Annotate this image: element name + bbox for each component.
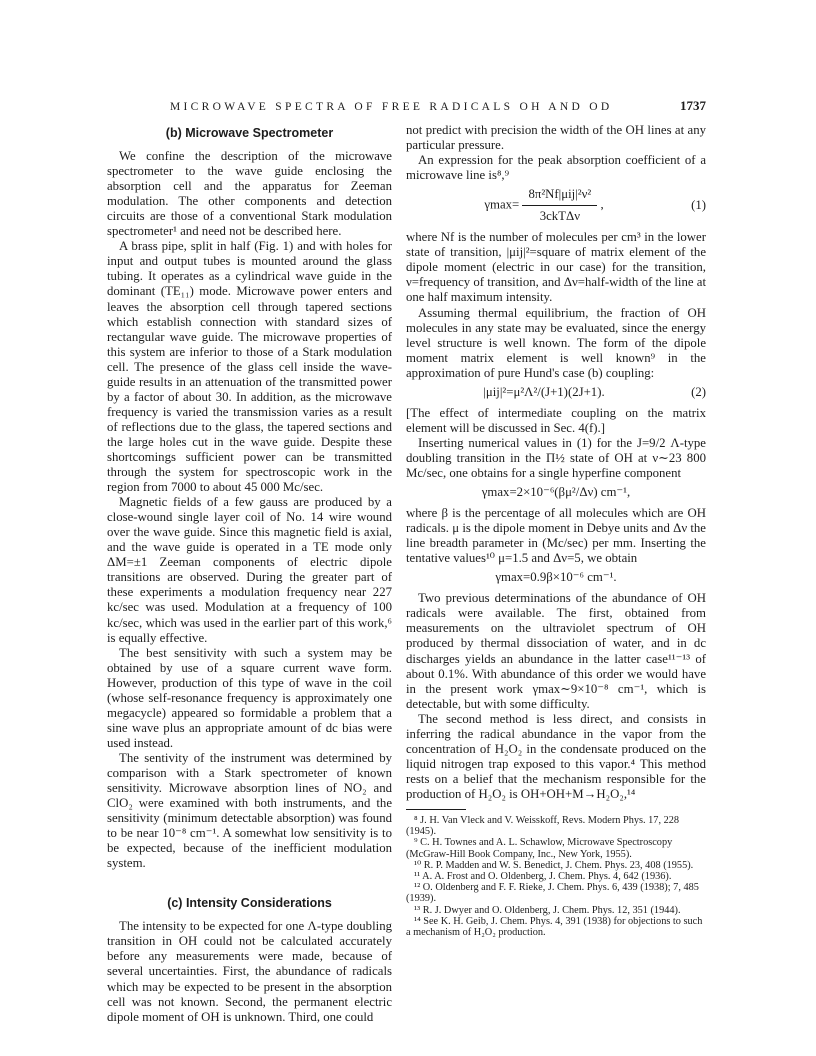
footnote: ¹⁰ R. P. Madden and W. S. Benedict, J. Chem. Phys. 23, 408 (1955). xyxy=(414,859,694,871)
footnote: ⁸ J. H. Van Vleck and V. Weisskoff, Revs. Modern Phys. 17, 228 (1945). xyxy=(406,814,680,838)
footnotes xyxy=(406,815,706,938)
equation-4-body: γmax=0.9β×10⁻⁶ cm⁻¹. xyxy=(495,570,617,585)
equation-2-body: |μij|²=μ²Λ²/(J+1)(2J+1). xyxy=(483,384,605,399)
page-number: 1737 xyxy=(680,98,706,113)
equation-1-numerator: 8π²Nf|μij|²ν² xyxy=(522,187,597,206)
equation-2 xyxy=(406,385,706,400)
equation-3-body: γmax=2×10⁻⁶(βμ²/Δν) cm⁻¹, xyxy=(481,485,631,500)
footnote: ¹⁴ See K. H. Geib, J. Chem. Phys. 4, 391 (1938) for objections to such a mechanism of H₂O₂ production. xyxy=(406,915,703,938)
equation-number: (2) xyxy=(691,384,706,399)
paragraph: An expression for the peak absorption coefficient of a microwave line is⁸,⁹ xyxy=(406,153,706,183)
equation-1 xyxy=(406,187,706,224)
paragraph: where Nf is the number of molecules per cm³ in the lower state of transition, |μij|²=square of matrix element of the dipole moment (electric in our case) for the transition, ν=frequency of transition, and Δν=half-width of the line at one half maximum intensity. xyxy=(406,230,706,305)
equation-1-lhs: γmax= xyxy=(484,197,520,212)
paragraph: Assuming thermal equilibrium, the fraction of OH molecules in any state may be evaluated, since the energy level structure is well known. The form of the dipole moment matrix element is well known⁹ in the approximation of pure Hund's case (b) coupling: xyxy=(406,305,706,380)
section-heading-b: (b) Microwave Spectrometer xyxy=(165,126,334,140)
paragraph: Inserting numerical values in (1) for the J=9/2 Λ-type doubling transition in the Π½ state of OH at ν∼23 800 Mc/sec, one obtains for a single hyperfine component xyxy=(406,435,706,480)
footnote-rule xyxy=(406,809,466,810)
equation-4 xyxy=(406,570,706,585)
running-title: MICROWAVE SPECTRA OF FREE RADICALS OH AND OD xyxy=(170,101,613,113)
section-heading-c: (c) Intensity Considerations xyxy=(167,896,332,911)
footnote: ⁹ C. H. Townes and A. L. Schawlow, Microwave Spectroscopy (McGraw-Hill Book Company, Inc., New York, 1955). xyxy=(406,837,673,860)
paragraph: Two previous determinations of the abundance of OH radicals were available. The first, obtained from measurements on the ultraviolet spectrum of OH produced by thermal dissociation of water, and in dc discharges yields an abundance in the latter case¹¹⁻¹³ of about 0.1%. With abundance of this order we would have in the present work γmax∼9×10⁻⁸ cm⁻¹, which is detectable, but with some difficulty. xyxy=(406,591,706,711)
footnote: ¹¹ A. A. Frost and O. Oldenberg, J. Chem. Phys. 4, 642 (1936). xyxy=(414,870,672,882)
paragraph: not predict with precision the width of the OH lines at any particular pressure. xyxy=(406,123,706,153)
running-header xyxy=(170,98,706,114)
equation-1-tail: , xyxy=(600,197,604,212)
paragraph: [The effect of intermediate coupling on the matrix element will be discussed in Sec. 4(f).] xyxy=(406,405,706,435)
paragraph: Magnetic fields of a few gauss are produced by a close-wound single layer coil of No. 14 wire wound over the wave guide. Since this magnetic field is axial, and the wave guide is operated in a TE mode only ΔM=±1 Zeeman components of electric dipole transitions are observed. During the greater part of these experiments a modulation frequency near 227 kc/sec was used. Modulation at a frequency of 100 kc/sec, which was used in the earlier part of this work,⁶ is equally effective. xyxy=(107,495,392,645)
footnote: ¹² O. Oldenberg and F. F. Rieke, J. Chem. Phys. 6, 439 (1938); 7, 485 (1939). xyxy=(406,882,699,905)
footnote: ¹³ R. J. Dwyer and O. Oldenberg, J. Chem. Phys. 12, 351 (1944). xyxy=(414,904,681,916)
paragraph: The intensity to be expected for one Λ-type doubling transition in OH could not be calculated accurately before any measurements were made, because of several uncertainties. First, the abundance of radicals which may be expected to be present in the absorption cell was not known. Second, the permanent electric dipole moment of OH is unknown. Third, one could xyxy=(107,919,392,1024)
paragraph: The sentivity of the instrument was determined by comparison with a Stark spectrometer of known sensitivity. Microwave absorption lines of NO₂ and ClO₂ were examined with both instruments, and the sensitivity (minimum detectable absorption) was found to be near 10⁻⁸ cm⁻¹. A somewhat low sensitivity is to be expected, because of the inefficient modulation system. xyxy=(107,750,392,871)
paragraph: The best sensitivity with such a system may be obtained by use of a square current wave form. However, production of this type of wave in the coil (whose self-resonance frequency is approximately one megacycle) appeared so formidable a problem that a sine wave plus an appropriate amount of dc bias were used instead. xyxy=(107,645,392,750)
right-column xyxy=(406,123,706,938)
equation-number: (1) xyxy=(691,198,706,213)
equation-1-fraction xyxy=(522,187,597,224)
equation-3 xyxy=(406,485,706,500)
equation-1-denominator: 3ckTΔν xyxy=(539,209,580,224)
left-column xyxy=(107,123,392,1025)
paragraph: We confine the description of the microwave spectrometer to the wave guide enclosing the absorption cell and the apparatus for Zeeman modulation. The other components and detection circuits are those of a conventional Stark modulation spectrometer¹ and need not be described here. xyxy=(107,149,392,239)
paragraph: A brass pipe, split in half (Fig. 1) and with holes for input and output tubes is mounted around the glass tubing. It operates as a cylindrical wave guide in the dominant (TE₁₁) mode. Microwave power enters and leaves the absorption cell through tapered sections which establish connection with standard sizes of rectangular wave guide. The microwave properties of this system are inferior to those of a Stark modulation cell. The presence of the glass cell inside the wave-guide results in an attenuation of the transmitted power by a factor of about 30. In addition, as the microwave frequency is varied the transmission varies as a result of reflections due to the glass, the tapered sections and the large holes cut in the wave guide. Despite these shortcomings sufficient power can be transmitted through the system for spectroscopic work in the region from 7000 to about 45 000 Mc/sec. xyxy=(107,239,392,495)
paragraph: The second method is less direct, and consists in inferring the radical abundance in the vapor from the concentration of H₂O₂ in the condensate produced on the liquid nitrogen trap exposed to this vapor.⁴ This method rests on a belief that the mechanism responsible for the production of H₂O₂ is OH+OH+M→H₂O₂,¹⁴ xyxy=(406,711,706,801)
paragraph: where β is the percentage of all molecules which are OH radicals. μ is the dipole moment in Debye units and Δν the line breadth parameter in (Mc/sec) per mm. Inserting the tentative values¹⁰ μ=1.5 and Δν=5, we obtain xyxy=(406,506,706,566)
